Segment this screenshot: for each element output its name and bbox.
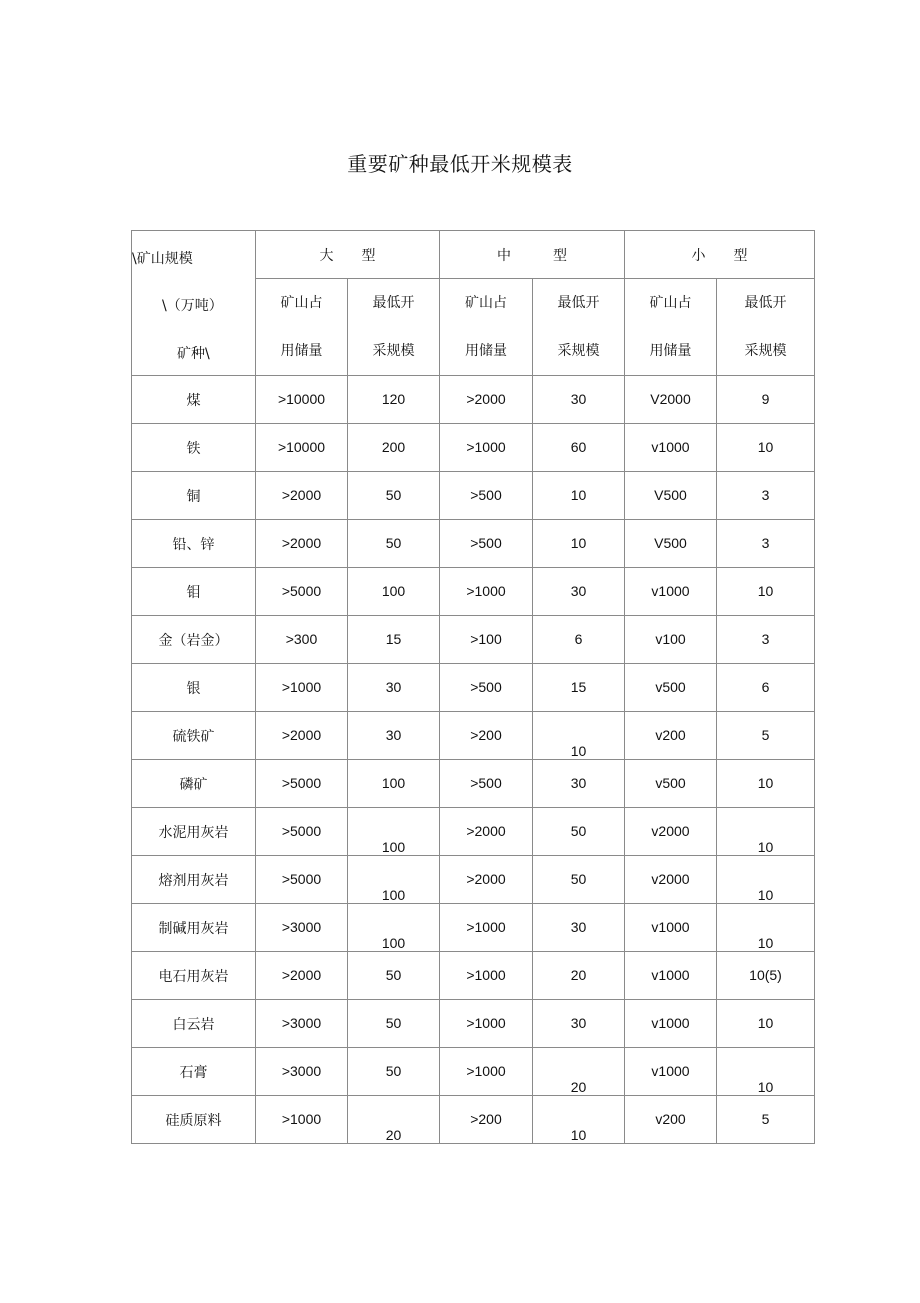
cell-small-res: V500 [625,472,717,520]
cell-mid-min: 30 [533,1000,625,1048]
cell-mid-min: 30 [533,760,625,808]
cell-mineral: 银 [132,664,256,712]
cell-small-res: v1000 [625,1048,717,1096]
subheader-large-min: 最低开 采规模 [348,279,440,376]
cell-mineral: 硫铁矿 [132,712,256,760]
cell-small-min: 10 [717,1048,815,1096]
table-row [132,1000,815,1048]
cell-large-min: 20 [348,1096,440,1144]
cell-small-min: 10 [717,1000,815,1048]
cell-mineral: 铜 [132,472,256,520]
cell-mid-min: 15 [533,664,625,712]
subheader-medium-reserve: 矿山占 用储量 [440,279,533,376]
cell-mid-min: 30 [533,904,625,952]
cell-large-min: 100 [348,568,440,616]
table-row [132,952,815,1000]
cell-small-res: V500 [625,520,717,568]
cell-mineral: 煤 [132,376,256,424]
cell-mid-min: 6 [533,616,625,664]
cell-mid-min: 10 [533,472,625,520]
cell-large-min: 50 [348,1048,440,1096]
table-row [132,856,815,904]
cell-large-min: 50 [348,520,440,568]
cell-mid-res: >100 [440,616,533,664]
cell-small-res: v500 [625,760,717,808]
cell-mid-res: >2000 [440,856,533,904]
cell-large-min: 50 [348,952,440,1000]
table-row [132,760,815,808]
cell-small-min: 10 [717,904,815,952]
table-row [132,712,815,760]
subheader-small-min: 最低开 采规模 [717,279,815,376]
cell-mid-res: >200 [440,712,533,760]
cell-large-res: >5000 [256,760,348,808]
cell-small-min: 10(5) [717,952,815,1000]
table-row [132,568,815,616]
cell-mid-min: 30 [533,568,625,616]
cell-large-res: >1000 [256,664,348,712]
cell-mineral: 水泥用灰岩 [132,808,256,856]
cell-small-min: 10 [717,568,815,616]
subheader-large-reserve: 矿山占 用储量 [256,279,348,376]
cell-mid-res: >500 [440,664,533,712]
table-row [132,424,815,472]
cell-mid-min: 20 [533,1048,625,1096]
cell-small-min: 5 [717,1096,815,1144]
cell-small-res: v1000 [625,952,717,1000]
cell-mid-res: >1000 [440,1048,533,1096]
cell-small-res: v100 [625,616,717,664]
cell-small-res: v2000 [625,856,717,904]
group-header-medium: 中 型 [440,231,625,279]
cell-mid-res: >2000 [440,376,533,424]
cell-mineral: 制碱用灰岩 [132,904,256,952]
cell-large-min: 100 [348,904,440,952]
cell-small-res: v200 [625,712,717,760]
cell-mid-res: >1000 [440,568,533,616]
cell-mid-res: >2000 [440,808,533,856]
cell-mid-min: 10 [533,712,625,760]
table-row [132,1048,815,1096]
table-row [132,472,815,520]
cell-large-min: 50 [348,1000,440,1048]
table-row [132,664,815,712]
cell-large-min: 200 [348,424,440,472]
page-title: 重要矿种最低开米规模表 [347,152,573,176]
cell-mid-res: >1000 [440,424,533,472]
cell-small-min: 3 [717,616,815,664]
header-row-groups [132,231,815,279]
table-row [132,520,815,568]
group-header-large: 大 型 [256,231,440,279]
cell-mineral: 硅质原料 [132,1096,256,1144]
cell-small-res: v2000 [625,808,717,856]
corner-label-scale: \矿山规模 [132,251,193,267]
table-row [132,808,815,856]
cell-small-min: 3 [717,520,815,568]
cell-mid-res: >200 [440,1096,533,1144]
cell-mineral: 磷矿 [132,760,256,808]
cell-large-res: >2000 [256,472,348,520]
cell-small-res: V2000 [625,376,717,424]
cell-small-min: 6 [717,664,815,712]
cell-mineral: 石膏 [132,1048,256,1096]
corner-label-unit: \（万吨） [162,298,223,314]
cell-mid-res: >500 [440,472,533,520]
cell-large-res: >3000 [256,904,348,952]
table-row [132,376,815,424]
cell-mid-min: 10 [533,1096,625,1144]
cell-mineral: 铅、锌 [132,520,256,568]
table-row [132,616,815,664]
cell-small-res: v500 [625,664,717,712]
cell-mineral: 白云岩 [132,1000,256,1048]
cell-large-res: >5000 [256,808,348,856]
cell-large-min: 30 [348,712,440,760]
cell-mid-min: 50 [533,856,625,904]
table-row [132,904,815,952]
cell-small-res: v1000 [625,568,717,616]
cell-large-min: 50 [348,472,440,520]
cell-large-res: >10000 [256,424,348,472]
group-header-small: 小 型 [625,231,815,279]
cell-large-res: >2000 [256,520,348,568]
cell-mid-min: 50 [533,808,625,856]
cell-mid-res: >500 [440,760,533,808]
cell-small-min: 9 [717,376,815,424]
cell-large-min: 15 [348,616,440,664]
cell-mid-min: 30 [533,376,625,424]
cell-large-min: 100 [348,856,440,904]
cell-large-res: >3000 [256,1048,348,1096]
cell-large-res: >5000 [256,856,348,904]
cell-small-res: v1000 [625,424,717,472]
cell-mid-res: >500 [440,520,533,568]
cell-large-res: >5000 [256,568,348,616]
cell-small-min: 10 [717,424,815,472]
cell-large-res: >2000 [256,712,348,760]
cell-large-min: 100 [348,760,440,808]
cell-mineral: 电石用灰岩 [132,952,256,1000]
cell-mineral: 铁 [132,424,256,472]
corner-label-mineral: 矿种\ [177,346,210,362]
cell-large-min: 30 [348,664,440,712]
cell-small-res: v200 [625,1096,717,1144]
cell-small-res: v1000 [625,904,717,952]
cell-mineral: 熔剂用灰岩 [132,856,256,904]
cell-large-min: 120 [348,376,440,424]
cell-mid-min: 60 [533,424,625,472]
mining-scale-table [131,230,815,1144]
cell-small-min: 3 [717,472,815,520]
cell-mid-res: >1000 [440,952,533,1000]
cell-mid-res: >1000 [440,904,533,952]
cell-mid-res: >1000 [440,1000,533,1048]
cell-mineral: 金（岩金） [132,616,256,664]
cell-large-res: >300 [256,616,348,664]
cell-mineral: 钼 [132,568,256,616]
cell-small-min: 10 [717,808,815,856]
cell-large-res: >10000 [256,376,348,424]
cell-small-min: 10 [717,760,815,808]
subheader-medium-min: 最低开 采规模 [533,279,625,376]
cell-mid-min: 10 [533,520,625,568]
cell-large-res: >2000 [256,952,348,1000]
cell-large-res: >3000 [256,1000,348,1048]
cell-large-min: 100 [348,808,440,856]
table-row [132,1096,815,1144]
cell-mid-min: 20 [533,952,625,1000]
corner-header-cell [132,231,256,376]
cell-small-res: v1000 [625,1000,717,1048]
cell-large-res: >1000 [256,1096,348,1144]
subheader-small-reserve: 矿山占 用储量 [625,279,717,376]
cell-small-min: 5 [717,712,815,760]
cell-small-min: 10 [717,856,815,904]
